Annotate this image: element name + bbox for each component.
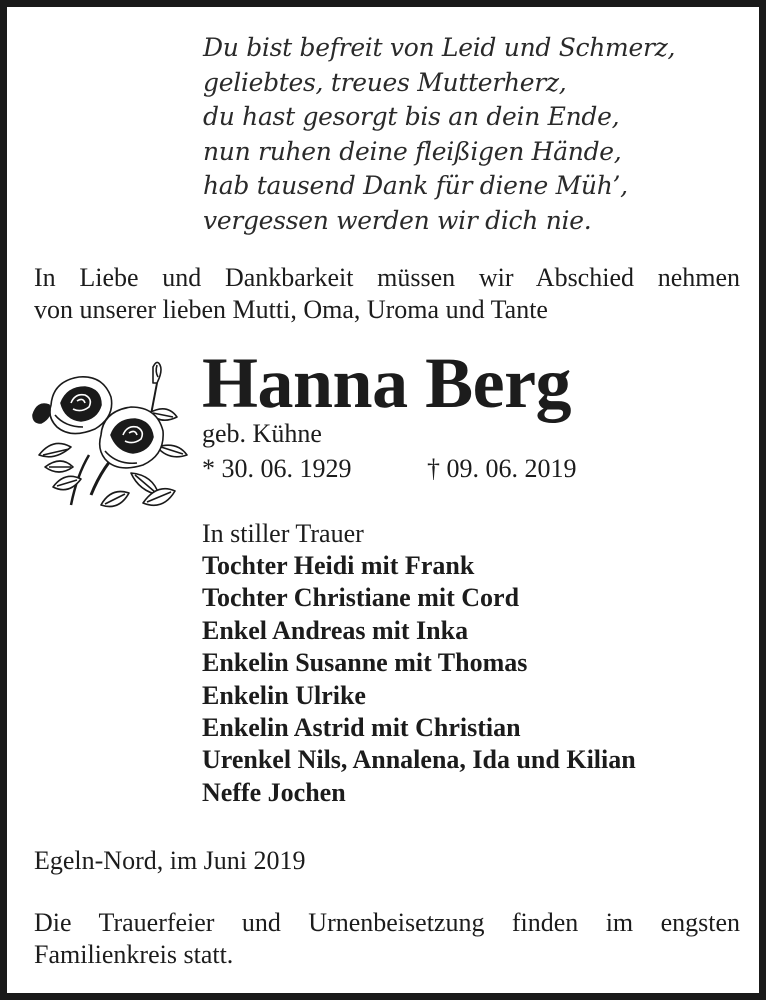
place-and-date: Egeln-Nord, im Juni 2019 xyxy=(34,846,306,875)
list-item: Enkelin Susanne mit Thomas xyxy=(202,648,528,678)
poem-line: hab tausend Dank für diene Müh’, xyxy=(203,171,628,200)
list-item: Enkelin Astrid mit Christian xyxy=(202,713,521,743)
intro-line: von unserer lieben Mutti, Oma, Uroma und Tante xyxy=(34,295,548,324)
farewell-intro xyxy=(34,262,740,326)
death-date: † 09. 06. 2019 xyxy=(427,454,577,483)
roses-with-candle-icon xyxy=(31,355,199,523)
birth-date: * 30. 06. 1929 xyxy=(202,454,352,483)
memorial-poem xyxy=(203,31,723,238)
intro-line: In Liebe und Dankbarkeit müssen wir Abschied nehmen xyxy=(34,263,740,292)
funeral-note xyxy=(34,907,740,971)
funeral-line: Familienkreis statt. xyxy=(34,940,234,969)
list-item: Neffe Jochen xyxy=(202,777,346,807)
poem-line: Du bist befreit von Leid und Schmerz, xyxy=(203,33,676,62)
list-item: Tochter Christiane mit Cord xyxy=(202,583,520,613)
list-item: Urenkel Nils, Annalena, Ida und Kilian xyxy=(202,745,636,775)
funeral-line: Die Trauerfeier und Urnenbeisetzung finden im engsten xyxy=(34,908,740,937)
list-item: Tochter Heidi mit Frank xyxy=(202,551,475,580)
poem-line: nun ruhen deine fleißigen Hände, xyxy=(203,136,622,166)
poem-line: vergessen werden wir dich nie. xyxy=(203,205,592,235)
list-item: Enkelin Ulrike xyxy=(202,680,366,710)
mourners-list xyxy=(202,550,742,809)
list-item: Enkel Andreas mit Inka xyxy=(202,615,469,645)
maiden-name: geb. Kühne xyxy=(202,419,322,448)
poem-line: geliebtes, treues Mutterherz, xyxy=(203,67,567,97)
deceased-name: Hanna Berg xyxy=(202,343,572,423)
poem-line: du hast gesorgt bis an dein Ende, xyxy=(203,102,620,131)
mourners-intro: In stiller Trauer xyxy=(202,519,364,548)
